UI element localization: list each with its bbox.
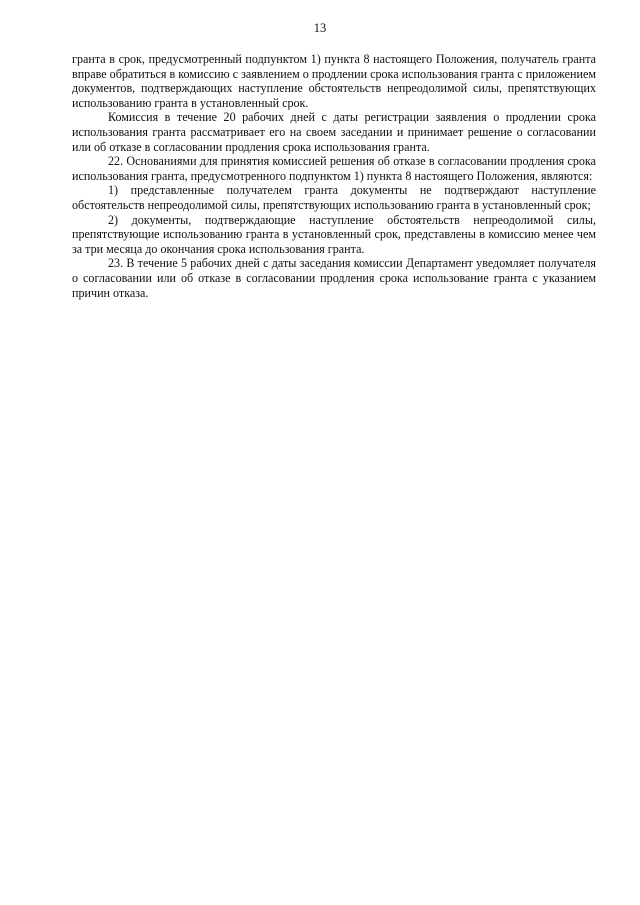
paragraph-item-22: 22. Основаниями для принятия комиссией решения об отказе в согласовании продления срока использования гранта, предусмотренного подпунктом 1) пункта 8 настоящего Положения, являются: (72, 154, 596, 183)
paragraph-commission-review: Комиссия в течение 20 рабочих дней с даты регистрации заявления о продлении срока использования гранта рассматривает его на своем заседании и принимает решение о согласовании или об отказе в согласовании продления срока использования гранта. (72, 110, 596, 154)
paragraph-item-23: 23. В течение 5 рабочих дней с даты заседания комиссии Департамент уведомляет получателя о согласовании или об отказе в согласовании продления срока использование гранта с указанием причин отказа. (72, 256, 596, 300)
page-number: 13 (313, 21, 327, 35)
paragraph-continuation: гранта в срок, предусмотренный подпунктом 1) пункта 8 настоящего Положения, получатель гранта вправе обратиться в комиссию с заявлением о продлении срока использования гранта с приложением документов, подтверждающих наступление обстоятельств непреодолимой силы, препятствующих использованию гранта в установленный срок. (72, 52, 596, 110)
paragraph-subitem-2: 2) документы, подтверждающие наступление обстоятельств непреодолимой силы, препятствующие использованию гранта в установленный срок, представлены в комиссию менее чем за три месяца до окончания срока использования гранта. (72, 212, 596, 256)
document-body (72, 52, 596, 300)
paragraph-subitem-1: 1) представленные получателем гранта документы не подтверждают наступление обстоятельств непреодолимой силы, препятствующих использованию гранта в установленный срок; (72, 183, 596, 212)
